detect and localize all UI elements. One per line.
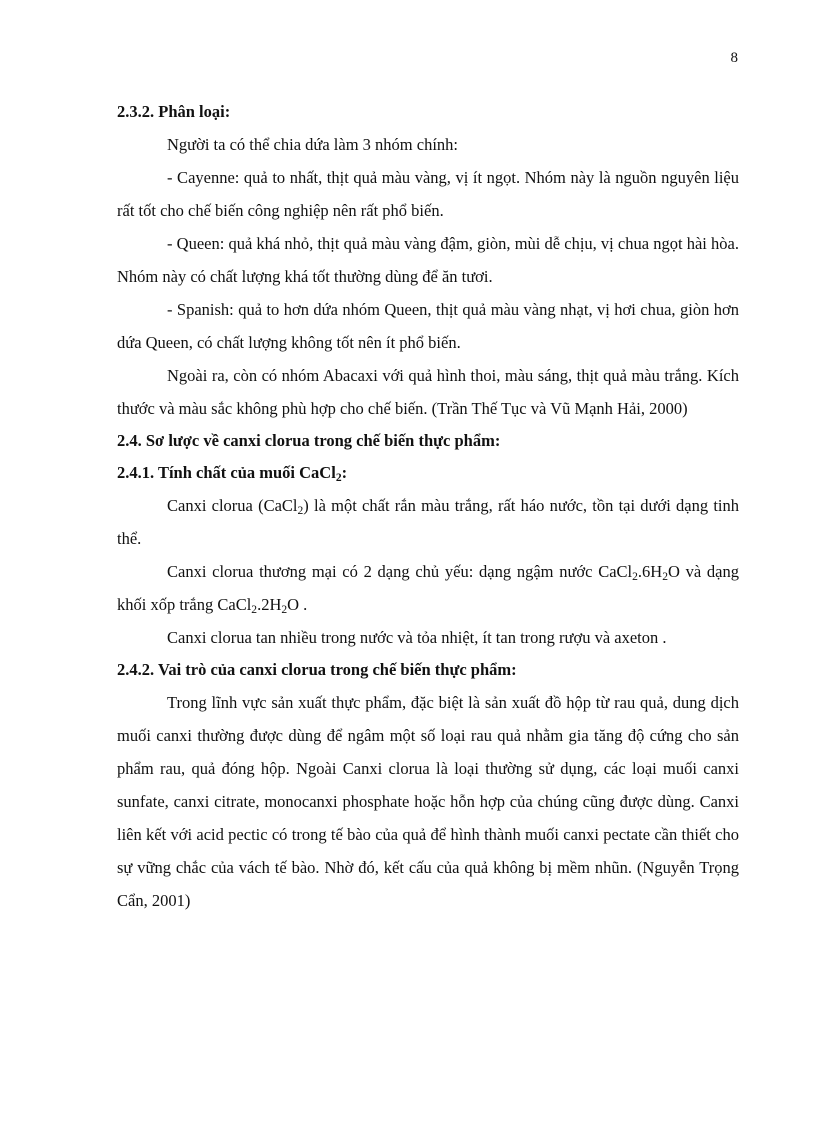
paragraph-cacl2-properties: Canxi clorua (CaCl$_2$) là một chất rắn màu trắng, rất háo nước, tồn tại dưới dạng tinh thể. — [117, 496, 739, 548]
section-heading-2-4-2: 2.4.2. Vai trò của canxi clorua trong chế biến thực phẩm: — [117, 660, 517, 679]
paragraph-cacl2-role: Trong lĩnh vực sản xuất thực phẩm, đặc biệt là sản xuất đồ hộp từ rau quả, dung dịch muối canxi thường được dùng để ngâm một số loại rau quả nhằm gia tăng độ cứng cho sản phẩm rau, quả đóng hộp. Ngoài Canxi clorua là loại thường sử dụng, các loại muối canxi sunfate, canxi citrate, monocanxi phosphate hoặc hỗn hợp của chúng cũng được dùng. Canxi liên kết với acid pectic có trong tế bào của quả để hình thành muối canxi pectate cần thiết cho sự vững chắc của vách tế bào. Nhờ đó, kết cấu của quả không bị mềm nhũn. (Nguyễn Trọng Cẩn, 2001) — [117, 693, 739, 910]
section-heading-2-4-1: 2.4.1. Tính chất của muối CaCl$_2$: — [117, 463, 348, 484]
section-heading-2-3-2: 2.3.2. Phân loại: — [117, 102, 231, 121]
paragraph-cacl2-forms: Canxi clorua thương mại có 2 dạng chủ yếu: dạng ngậm nước $CaCl_2.6H_2O$ và dạng khối xốp trắng $CaCl_2.2H_2O$ . — [117, 562, 739, 616]
page-number: 8 — [730, 50, 738, 66]
document-body — [117, 96, 739, 917]
paragraph-queen: - Queen: quả khá nhỏ, thịt quả màu vàng đậm, giòn, mùi dễ chịu, vị chua ngọt hài hòa. Nhóm này có chất lượng khá tốt thường dùng để ăn tươi. — [117, 234, 739, 286]
paragraph-cayenne: - Cayenne: quả to nhất, thịt quả màu vàng, vị ít ngọt. Nhóm này là nguồn nguyên liệu rất tốt cho chế biến công nghiệp nên rất phổ biến. — [117, 168, 739, 220]
paragraph-cacl2-solubility: Canxi clorua tan nhiều trong nước và tỏa nhiệt, ít tan trong rượu và axeton . — [167, 628, 667, 647]
paragraph-spanish: - Spanish: quả to hơn dứa nhóm Queen, thịt quả màu vàng nhạt, vị hơi chua, giòn hơn dứa Queen, có chất lượng không tốt nên ít phổ biến. — [117, 300, 739, 352]
section-heading-2-4: 2.4. Sơ lược về canxi clorua trong chế biến thực phẩm: — [117, 431, 501, 450]
paragraph-abacaxi: Ngoài ra, còn có nhóm Abacaxi với quả hình thoi, màu sáng, thịt quả màu trắng. Kích thước và màu sắc không phù hợp cho chế biến. (Trần Thế Tục và Vũ Mạnh Hải, 2000) — [117, 366, 739, 418]
paragraph-intro: Người ta có thể chia dứa làm 3 nhóm chính: — [167, 135, 458, 154]
